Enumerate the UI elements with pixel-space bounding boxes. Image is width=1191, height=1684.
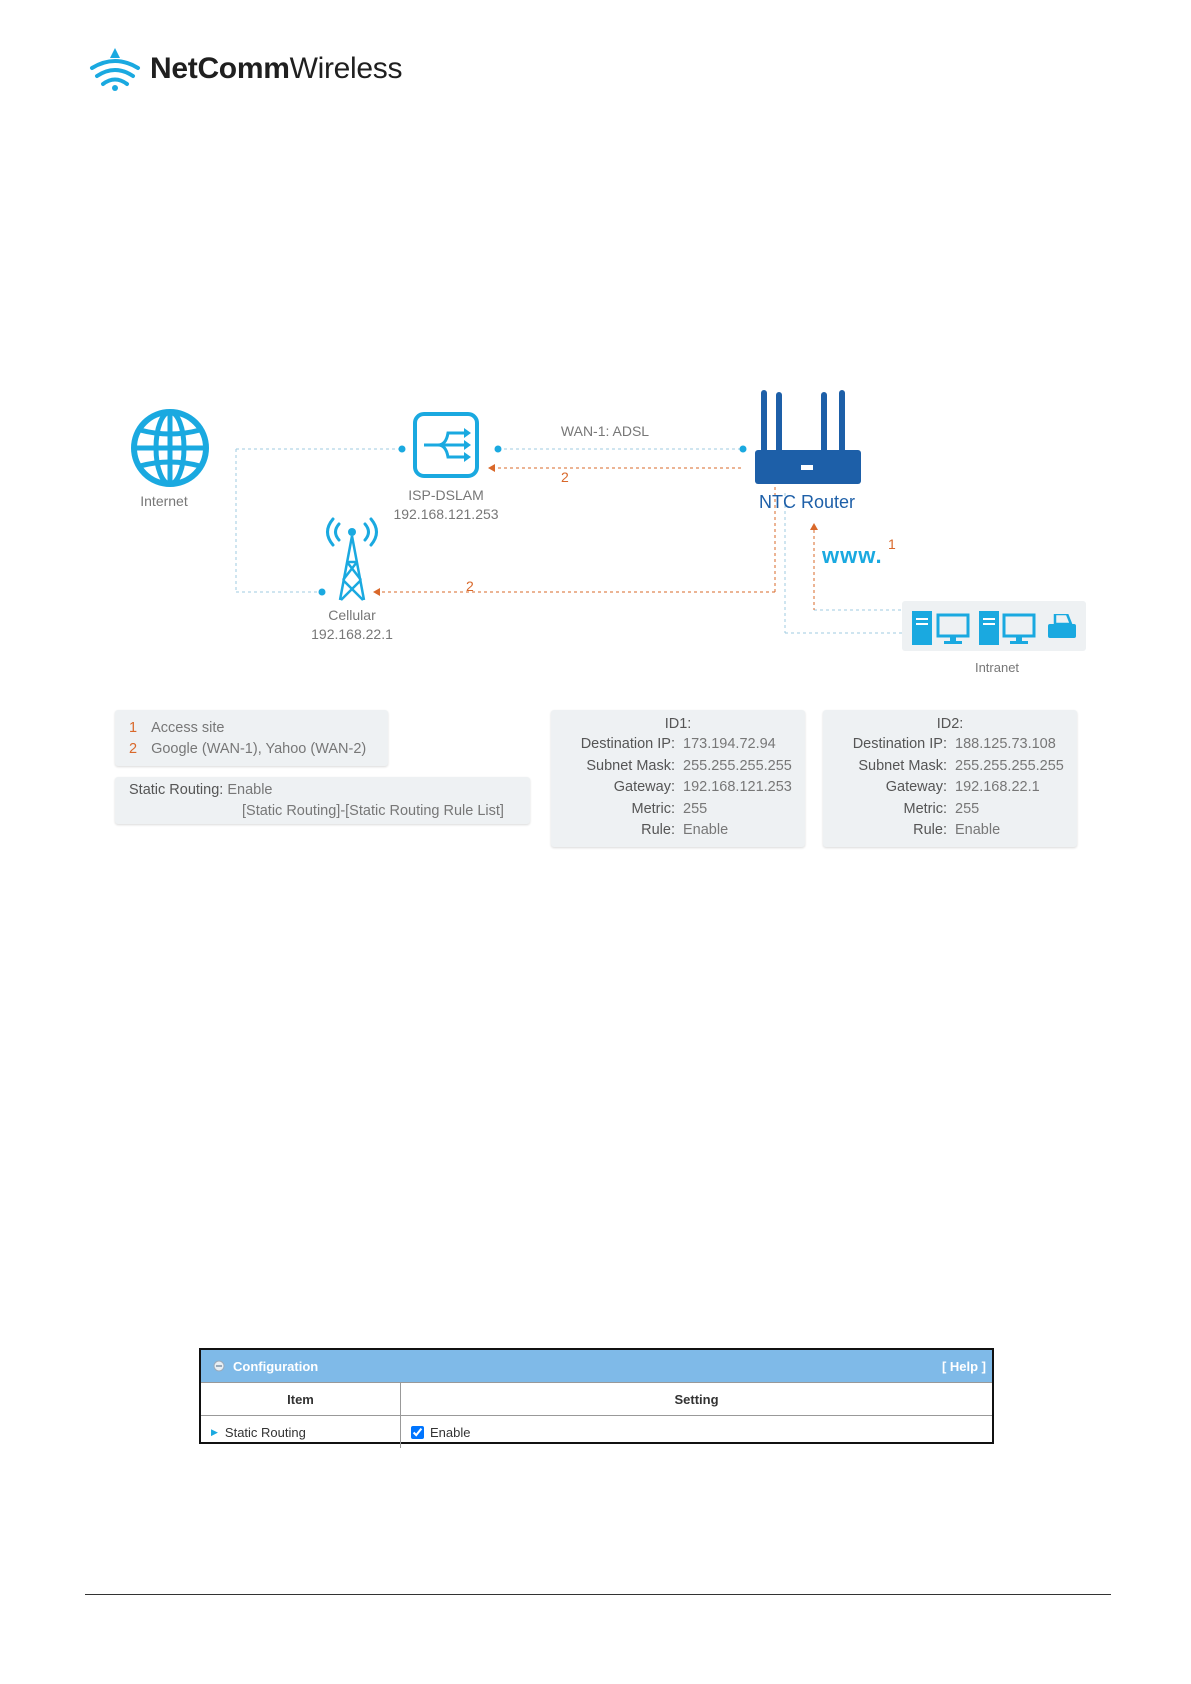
cellular-ip: 192.168.22.1 bbox=[311, 626, 393, 642]
id1-title: ID1: bbox=[664, 716, 692, 732]
configuration-header bbox=[201, 1350, 992, 1382]
id1-key: Subnet Mask: bbox=[586, 757, 675, 774]
legend-box bbox=[115, 710, 388, 766]
pc-tower-icon-2 bbox=[979, 611, 999, 645]
wan1-label: WAN-1: ADSL bbox=[560, 423, 650, 439]
wifi-logo-icon bbox=[88, 46, 142, 92]
id2-key: Subnet Mask: bbox=[858, 757, 947, 774]
globe-icon bbox=[130, 408, 210, 488]
id1-value: 255 bbox=[683, 800, 708, 817]
static-routing-path: [Static Routing]-[Static Routing Rule List] bbox=[242, 803, 504, 819]
logo-wordmark: NetCommWireless bbox=[150, 52, 403, 85]
id2-box bbox=[823, 710, 1077, 847]
column-header-item: Item bbox=[201, 1383, 401, 1415]
column-header-setting: Setting bbox=[674, 1391, 719, 1407]
id2-key: Rule: bbox=[913, 822, 947, 838]
id2-value: 255 bbox=[955, 800, 980, 817]
id2-value: 192.168.22.1 bbox=[955, 779, 1040, 795]
step-2-wan1: 2 bbox=[561, 469, 569, 485]
id2-value: 188.125.73.108 bbox=[955, 736, 1056, 752]
network-diagram bbox=[110, 380, 1110, 850]
table-row bbox=[201, 1415, 992, 1448]
id2-value: 255.255.255.255 bbox=[955, 757, 1064, 774]
id1-box bbox=[551, 710, 805, 847]
configuration-title: Configuration bbox=[233, 1358, 319, 1374]
id1-key: Rule: bbox=[641, 822, 675, 838]
id2-key: Gateway: bbox=[885, 779, 947, 795]
legend-item: 1 Access site bbox=[129, 720, 225, 736]
footer-divider bbox=[85, 1594, 1111, 1595]
www-label: www. bbox=[822, 543, 883, 568]
router-icon bbox=[753, 390, 863, 492]
step-2-cellular: 2 bbox=[466, 578, 474, 594]
id1-value: Enable bbox=[683, 822, 729, 838]
pc-tower-icon bbox=[912, 611, 932, 645]
help-link[interactable]: [ Help ] bbox=[941, 1358, 986, 1374]
netcomm-logo bbox=[88, 46, 402, 92]
router-label: NTC Router bbox=[758, 492, 856, 512]
intranet-label: Intranet bbox=[974, 660, 1020, 675]
id2-key: Metric: bbox=[903, 800, 947, 817]
internet-label: Internet bbox=[140, 493, 188, 509]
dslam-label: ISP-DSLAM bbox=[408, 487, 484, 503]
static-routing-key: Static Routing: bbox=[129, 782, 224, 798]
panel-collapse-icon[interactable] bbox=[213, 1360, 225, 1372]
enable-label: Enable bbox=[430, 1424, 471, 1440]
monitor-icon-2 bbox=[1002, 613, 1036, 645]
cellular-label: Cellular bbox=[328, 607, 376, 623]
id1-key: Metric: bbox=[631, 800, 675, 817]
table-header-row bbox=[201, 1382, 992, 1415]
id1-key: Destination IP: bbox=[580, 736, 675, 752]
id2-value: Enable bbox=[955, 822, 1001, 838]
static-routing-item bbox=[201, 1416, 401, 1448]
id1-value: 173.194.72.94 bbox=[683, 736, 776, 752]
static-routing-setting bbox=[401, 1416, 992, 1448]
cellular-tower-icon bbox=[322, 516, 382, 602]
static-routing-value: Enable bbox=[227, 782, 273, 798]
dslam-ip: 192.168.121.253 bbox=[393, 506, 499, 522]
static-routing-box bbox=[115, 777, 530, 824]
bullet-arrow-icon: ▶ bbox=[211, 1426, 218, 1437]
id2-title: ID2: bbox=[936, 716, 964, 732]
monitor-icon bbox=[936, 613, 970, 645]
static-routing-item-label: Static Routing bbox=[224, 1424, 306, 1440]
dslam-switch-icon bbox=[412, 411, 480, 479]
enable-checkbox[interactable] bbox=[411, 1426, 424, 1439]
id1-value: 255.255.255.255 bbox=[683, 757, 792, 774]
step-1: 1 bbox=[888, 536, 896, 552]
id1-value: 192.168.121.253 bbox=[683, 779, 792, 795]
id2-key: Destination IP: bbox=[852, 736, 947, 752]
configuration-panel bbox=[199, 1348, 994, 1444]
intranet-device-group bbox=[902, 601, 1086, 651]
id1-key: Gateway: bbox=[613, 779, 675, 795]
legend-item: 2 Google (WAN-1), Yahoo (WAN-2) bbox=[129, 741, 367, 757]
printer-icon bbox=[1048, 614, 1076, 640]
